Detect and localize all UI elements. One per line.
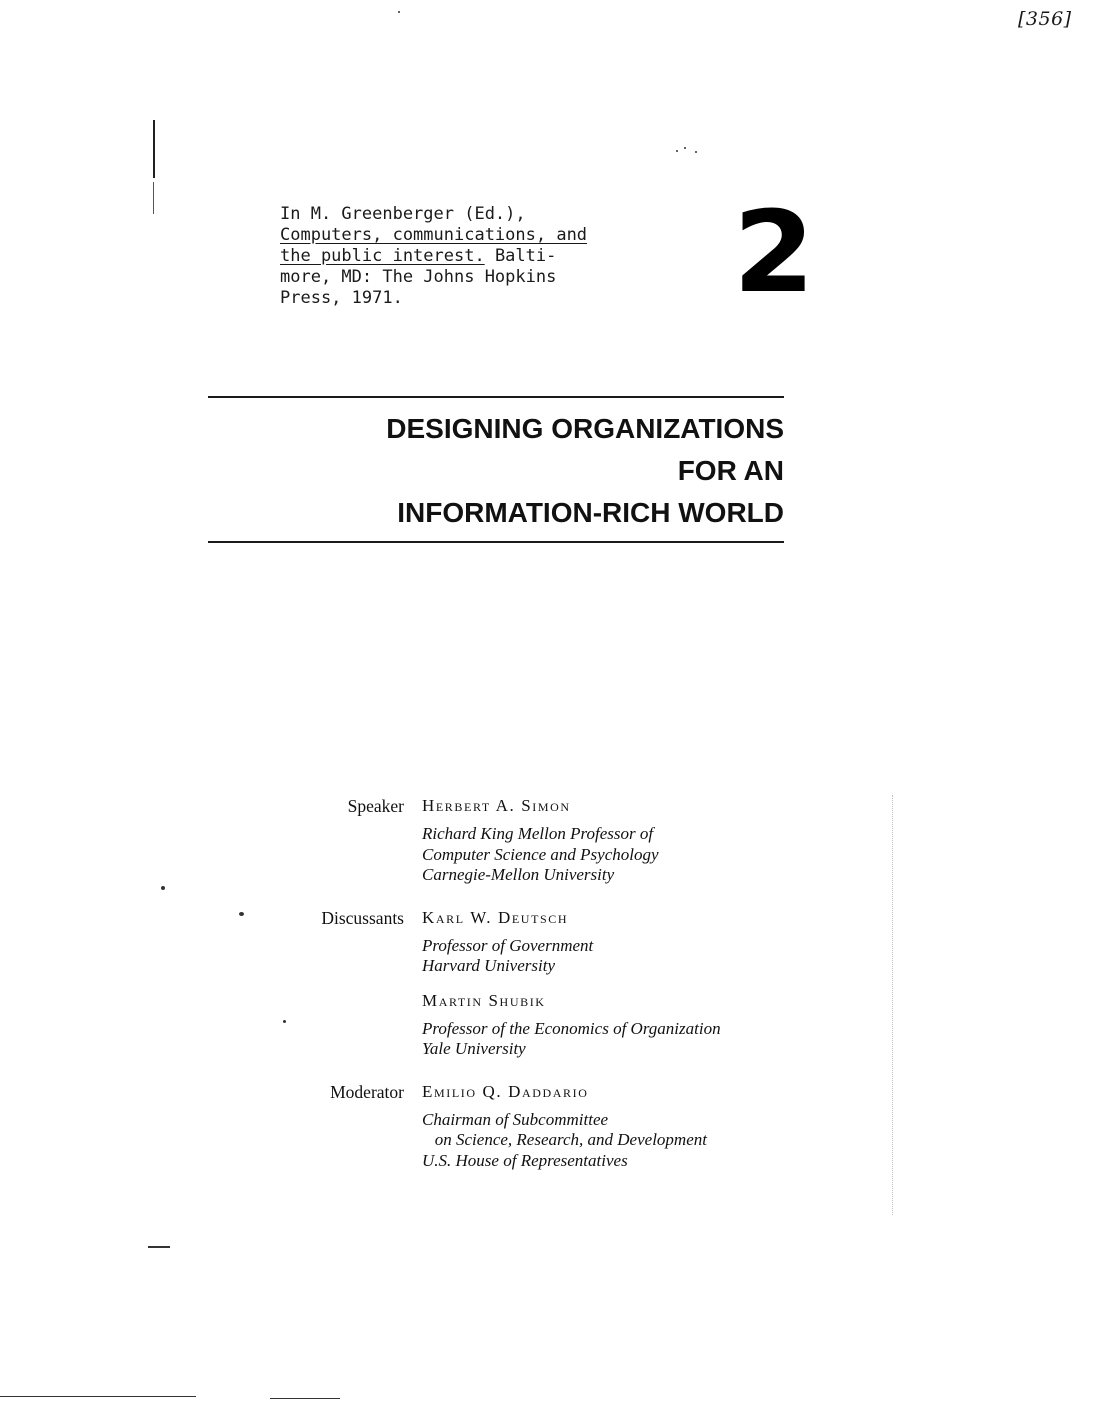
- speaker-row: [290, 794, 810, 886]
- moderator-entries: [422, 1080, 810, 1172]
- affiliation-line: on Science, Research, and Development: [422, 1130, 707, 1149]
- person-name: Herbert A. Simon: [422, 796, 571, 815]
- moderator-row: [290, 1080, 810, 1172]
- role-label: Moderator: [330, 1081, 404, 1102]
- person-entry: [422, 906, 810, 977]
- person-affiliation: [422, 1019, 810, 1060]
- scan-speck: [398, 11, 400, 13]
- person-affiliation: [422, 936, 810, 977]
- speaker-entries: [422, 794, 810, 886]
- affiliation-line: Professor of Government: [422, 935, 594, 955]
- citation-book-title: Computers, communications, and: [280, 225, 588, 245]
- title-bottom-rule: [208, 541, 784, 543]
- citation-line-fragment: Balti-: [484, 246, 557, 266]
- scan-speck: [283, 1020, 286, 1023]
- role-label: Speaker: [347, 796, 404, 816]
- chapter-title: [208, 408, 784, 534]
- discussants-row: [290, 906, 810, 1060]
- scan-speck: [161, 886, 165, 890]
- scan-margin-mark: [153, 120, 155, 178]
- title-top-rule: [208, 396, 784, 398]
- manuscript-number: [356]: [1018, 8, 1072, 30]
- affiliation-line: Harvard University: [422, 956, 555, 975]
- affiliation-line: Richard King Mellon Professor of: [422, 824, 654, 843]
- scan-margin-mark: [153, 182, 154, 214]
- page-bottom-rule: [0, 1396, 196, 1397]
- citation-line: In M. Greenberger (Ed.),: [280, 204, 526, 224]
- page-bottom-rule: [270, 1398, 340, 1399]
- affiliation-line: Yale University: [422, 1039, 526, 1058]
- affiliation-line: Professor of the Economics of Organization: [422, 1018, 721, 1038]
- discussants-entries: [422, 906, 810, 1060]
- person-entry: [422, 989, 810, 1060]
- citation-line: [280, 246, 640, 267]
- scan-speck: [695, 151, 697, 153]
- person-name: Karl W. Deutsch: [422, 907, 569, 927]
- participants-list: [290, 794, 810, 1171]
- chapter-title-line: INFORMATION-RICH WORLD: [397, 497, 784, 528]
- role-label: Discussants: [321, 907, 404, 928]
- affiliation-line: U.S. House of Representatives: [422, 1150, 628, 1170]
- person-name: Martin Shubik: [422, 990, 546, 1010]
- scan-margin-mark: [892, 795, 894, 1215]
- chapter-title-line: DESIGNING ORGANIZATIONS: [386, 413, 784, 444]
- affiliation-line: Chairman of Subcommittee: [422, 1109, 609, 1129]
- person-affiliation: [422, 824, 810, 886]
- citation-book-title: the public interest.: [280, 246, 485, 266]
- person-entry: [422, 794, 810, 886]
- affiliation-line: Carnegie-Mellon University: [422, 865, 615, 884]
- scan-speck: [676, 150, 678, 152]
- person-name: Emilio Q. Daddario: [422, 1081, 589, 1101]
- chapter-title-line: FOR AN: [677, 455, 784, 486]
- citation-line: more, MD: The Johns Hopkins: [280, 267, 557, 287]
- scan-margin-mark: [148, 1246, 170, 1248]
- scan-speck: [684, 147, 686, 149]
- person-entry: [422, 1080, 810, 1172]
- chapter-number: 2: [733, 188, 811, 318]
- scan-speck: [239, 912, 244, 916]
- citation-block: [280, 204, 640, 309]
- person-affiliation: [422, 1110, 810, 1172]
- affiliation-line: Computer Science and Psychology: [422, 844, 659, 864]
- citation-line: Press, 1971.: [280, 288, 403, 308]
